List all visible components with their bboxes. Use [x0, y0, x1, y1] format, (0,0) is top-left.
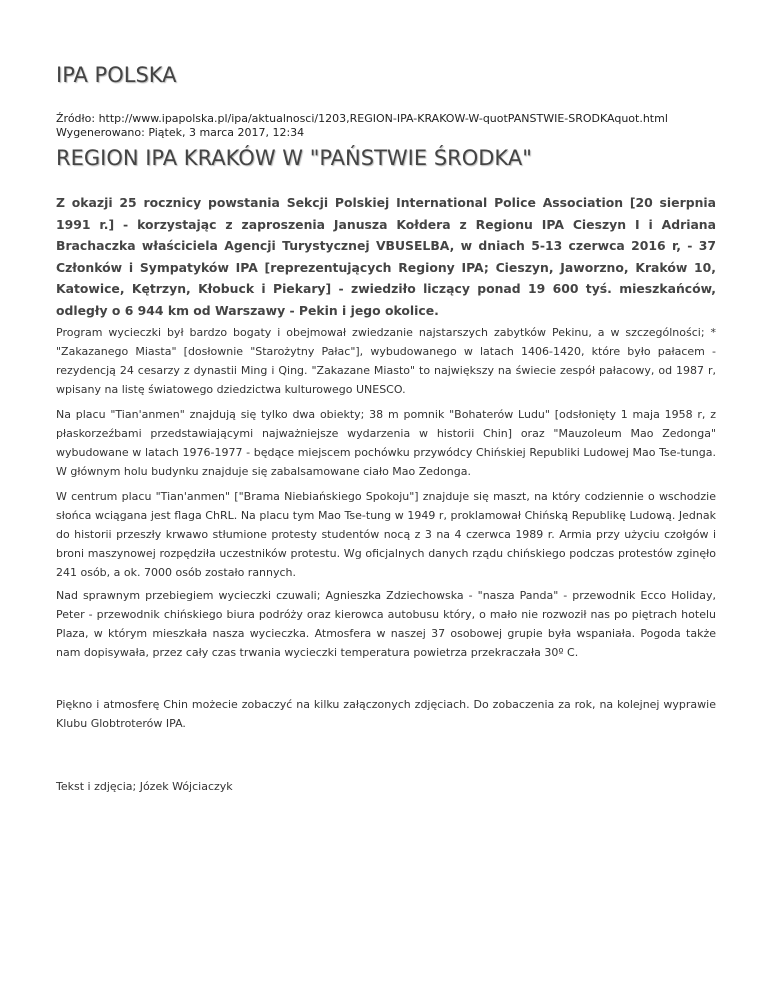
article-paragraph: Piękno i atmosferę Chin możecie zobaczyć na kilku załączonych zdjęciach. Do zobaczenia za rok, na kolejnej wyprawie Klubu Globtroterów IPA.	[56, 698, 716, 730]
article-paragraph: Nad sprawnym przebiegiem wycieczki czuwali; Agnieszka Zdziechowska - "nasza Panda" - przewodnik Ecco Holiday, Peter - przewodnik chińskiego biura podróży oraz kierowca autobusu który, o mało nie rozwoził nas po piętrach hotelu Plaza, w którym mieszkała nasza wycieczka. Atmosfera w naszej 37 osobowej grupie była wspaniała. Pogoda także nam dopisywała, przez cały czas trwania wycieczki temperatura powietrza przekraczała 30º C.	[56, 589, 716, 659]
article-lead: Z okazji 25 rocznicy powstania Sekcji Polskiej International Police Association [20 sierpnia 1991 r.] - korzystając z zaproszenia Janusza Kołdera z Regionu IPA Cieszyn I i Adriana Brachaczka właściciela Agencji Turystycznej VBUSELBA, w dniach 5-13 czerwca 2016 r, - 37 Członków i Sympatyków IPA [reprezentujących Regiony IPA; Cieszyn, Jaworzno, Kraków 10, Katowice, Kętrzyn, Kłobuck i Piekary] - zwiedziło liczący ponad 19 600 tyś. mieszkańców, odległy o 6 944 km od Warszawy - Pekin i jego okolice.	[56, 195, 716, 318]
article-author: Tekst i zdjęcia; Józek Wójciaczyk	[56, 780, 233, 793]
source-line: Źródło: http://www.ipapolska.pl/ipa/aktualnosci/1203,REGION-IPA-KRAKOW-W-quotPANSTWIE-SRODKAquot.html	[56, 112, 668, 125]
article-paragraph: Program wycieczki był bardzo bogaty i obejmował zwiedzanie najstarszych zabytków Pekinu, a w szczególności; * "Zakazanego Miasta" [dosłownie "Starożytny Pałac"], wybudowanego w latach 1406-1420, które było pałacem - rezydencją 24 cesarzy z dynastii Ming i Qing. "Zakazane Miasto" to największy na świecie zespół pałacowy, od 1987 r, wpisany na listę światowego dziedzictwa kulturowego UNESCO.	[56, 326, 716, 396]
generated-line: Wygenerowano: Piątek, 3 marca 2017, 12:34	[56, 126, 305, 139]
article-paragraph: Na placu "Tian'anmen" znajdują się tylko dwa obiekty; 38 m pomnik "Bohaterów Ludu" [odsłonięty 1 maja 1958 r, z płaskorzeźbami przedstawiającymi najważniejsze wydarzenia w historii Chin] oraz "Mauzoleum Mao Zedonga" wybudowane w latach 1976-1977 - będące miejscem pochówku przywódcy Chińskiej Republiki Ludowej Mao Tse-tunga. W głównym holu budynku znajduje się zabalsamowane ciało Mao Zedonga.	[56, 408, 716, 478]
document-meta	[56, 112, 668, 140]
site-title: IPA POLSKA	[56, 63, 177, 87]
article-title: REGION IPA KRAKÓW W "PAŃSTWIE ŚRODKA"	[56, 146, 532, 170]
article-paragraph: W centrum placu "Tian'anmen" ["Brama Niebiańskiego Spokoju"] znajduje się maszt, na który codziennie o wschodzie słońca wciągana jest flaga ChRL. Na placu tym Mao Tse-tung w 1949 r, proklamował Chińską Republikę Ludową. Jednak do historii przeszły krwawo stłumione protesty studentów nocą z 3 na 4 czerwca 1989 r. Armia przy użyciu czołgów i broni maszynowej rozpędziła uczestników protestu. Wg oficjalnych danych rządu chińskiego podczas protestów zginęło 241 osób, a ok. 7000 osób zostało rannych.	[56, 490, 716, 579]
